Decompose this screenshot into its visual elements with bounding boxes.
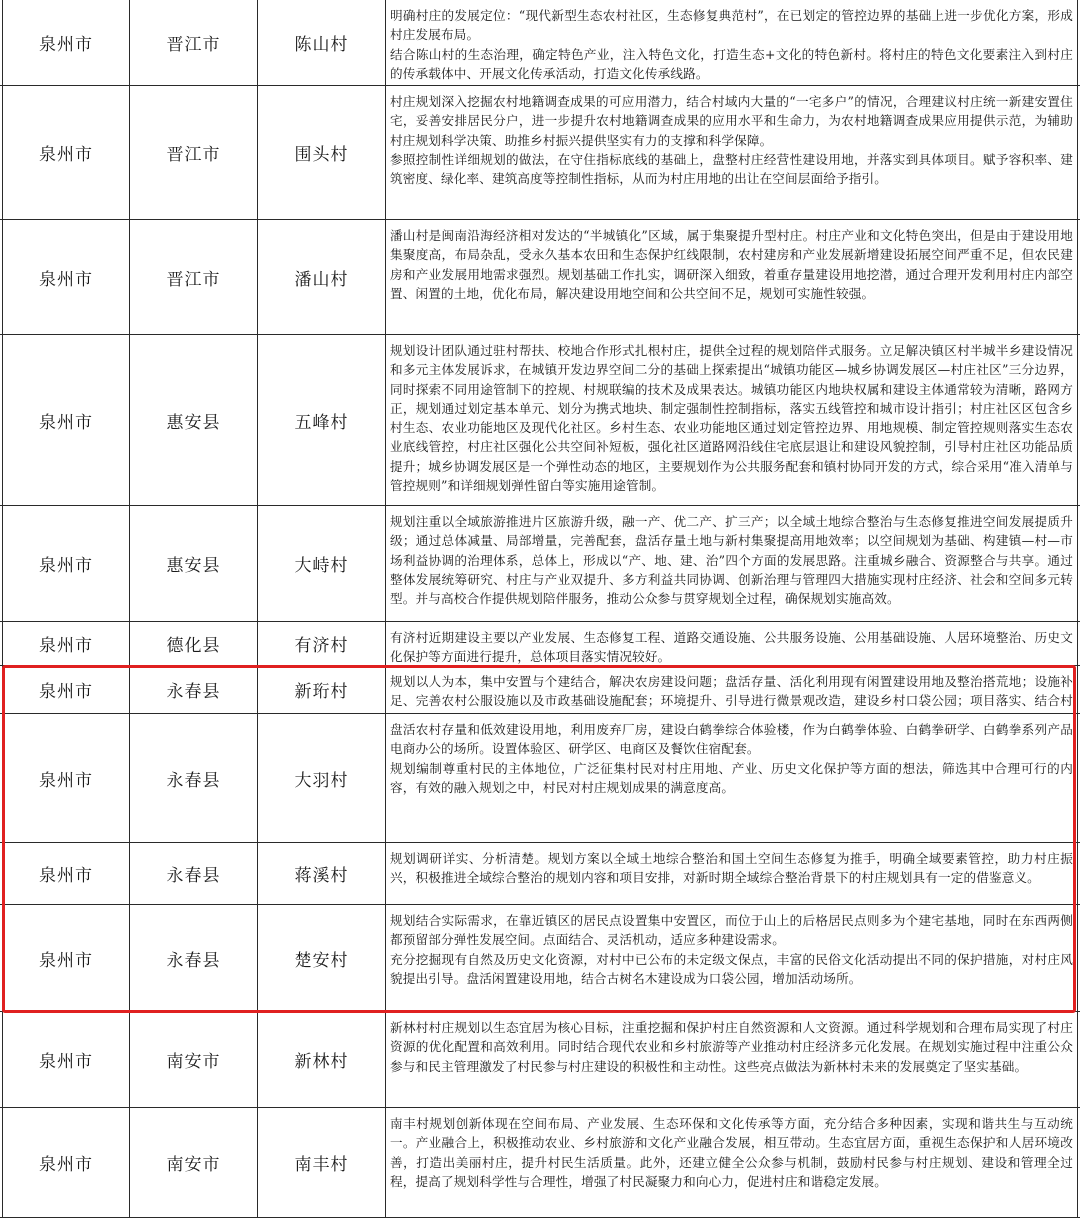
table-row [0, 1108, 1080, 1218]
village-cell: 大羽村 [257, 714, 385, 842]
county-cell: 惠安县 [129, 335, 257, 505]
description-cell [385, 220, 1078, 334]
village-cell: 蒋溪村 [257, 843, 385, 904]
description-cell [385, 714, 1078, 842]
table-row [0, 220, 1080, 335]
county-cell: 永春县 [129, 843, 257, 904]
description-paragraph: 结合陈山村的生态治理，确定特色产业，注入特色文化，打造生态+文化的特色新村。将村庄的特色文化要素注入到村庄的传承载体中、开展文化传承活动，打造文化传承线路。 [390, 46, 1073, 81]
description-paragraph: 有济村近期建设主要以产业发展、生态修复工程、道路交通设施、公共服务设施、公用基础设施、人居环境整治、历史文化保护等方面进行提升，总体项目落实情况较好。 [390, 630, 1073, 665]
county-cell: 惠安县 [129, 506, 257, 621]
village-cell: 新林村 [257, 1012, 385, 1107]
table-row [0, 86, 1080, 220]
description-paragraph: 规划结合实际需求，在靠近镇区的居民点设置集中安置区，而位于山上的后格居民点则多为个建宅基地，同时在东西两侧都预留部分弹性发展空间。点面结合、灵活机动，适应多种建设需求。 [390, 913, 1073, 948]
description-cell [385, 905, 1078, 1011]
description-cell [385, 0, 1078, 85]
county-cell: 永春县 [129, 714, 257, 842]
table-row [0, 506, 1080, 622]
table-row [0, 335, 1080, 506]
county-cell: 晋江市 [129, 86, 257, 219]
table-row [0, 0, 1080, 86]
city-cell: 泉州市 [2, 335, 129, 505]
table-row [0, 666, 1080, 714]
description-paragraph: 充分挖掘现有自然及历史文化资源，对村中已公布的未定级文保点，丰富的民俗文化活动提出不同的保护措施，对村庄风貌提出引导。盘活闲置建设用地，结合古树名木建设成为口袋公园，增加活动场所。 [390, 951, 1073, 986]
county-cell: 德化县 [129, 622, 257, 665]
city-cell: 泉州市 [2, 714, 129, 842]
description-cell [385, 1012, 1078, 1107]
description-paragraph: 规划编制尊重村民的主体地位，广泛征集村民对村庄用地、产业、历史文化保护等方面的想法，筛选其中合理可行的内容，有效的融入规划之中，村民对村庄规划成果的满意度高。 [390, 760, 1073, 795]
county-cell: 晋江市 [129, 220, 257, 334]
city-cell: 泉州市 [2, 1108, 129, 1217]
table-row [0, 622, 1080, 666]
description-paragraph: 规划注重以全域旅游推进片区旅游升级，融一产、优二产、扩三产；以全域土地综合整治与生态修复推进空间发展提质升级；通过总体减量、局部增量，完善配套，盘活存量土地与新村集聚提高用地效率；以空间规划为基础、构建镇—村—市场利益协调的治理体系，总体上，形成以“产、地、建、治”四个方面的发展思路。注重城乡融合、资源整合与共享。通过整体发展统筹研究、村庄与产业双提升、多方利益共同协调、创新治理与管理四大措施实现村庄经济、社会和空间多元转型。并与高校合作提供规划陪伴服务，推动公众参与贯穿规划全过程，确保规划实施高效。 [390, 514, 1073, 607]
description-cell [385, 1108, 1078, 1217]
description-paragraph: 规划调研详实、分析清楚。规划方案以全域土地综合整治和国土空间生态修复为推手，明确全域要素管控，助力村庄振兴，积极推进全域综合整治的规划内容和项目安排，对新时期全域综合整治背景下的村庄规划具有一定的借鉴意义。 [390, 851, 1073, 886]
description-paragraph: 规划设计团队通过驻村帮扶、校地合作形式扎根村庄，提供全过程的规划陪伴式服务。立足解决镇区村半城半乡建设情况和多元主体发展诉求，在城镇开发边界空间二分的基础上探索提出“城镇功能区—城乡协调发展区—村庄社区”三分边界，同时探索不同用途管制下的控规、村规联编的技术及成果表达。城镇功能区内地块权属和建设主体通常较为清晰，路网方正，规划通过划定基本单元、划分为携式地块、制定强制性控制指标，落实五线管控和城市设计指引；村庄社区区包含乡村生态、农业功能地区及现代化社区。乡村生态、农业功能地区通过划定管控边界、用地规模、制定管控规则落实生态农业底线管控，村庄社区强化公共空间补短板，强化社区道路网沿线住宅底层退让和建设风貌控制，引导村庄社区功能品质提升；城乡协调发展区是一个弹性动态的地区，主要规划作为公共服务配套和镇村协同开发的方式，综合采用“准入清单与管控规则”和详细规划弹性留白等实施用途管制。 [390, 343, 1073, 494]
city-cell: 泉州市 [2, 506, 129, 621]
description-cell [385, 622, 1078, 665]
description-cell [385, 335, 1078, 505]
county-cell: 南安市 [129, 1012, 257, 1107]
city-cell: 泉州市 [2, 666, 129, 713]
city-cell: 泉州市 [2, 905, 129, 1011]
city-cell: 泉州市 [2, 622, 129, 665]
village-cell: 新珩村 [257, 666, 385, 713]
table-row [0, 1012, 1080, 1108]
city-cell: 泉州市 [2, 86, 129, 219]
description-paragraph: 潘山村是闽南沿海经济相对发达的“半城镇化”区域，属于集聚提升型村庄。村庄产业和文化特色突出，但是由于建设用地集聚度高，布局杂乱，受永久基本农田和生态保护红线限制，农村建房和产业发展新增建设拓展空间严重不足，但农民建房和产业发展用地需求强烈。规划基础工作扎实，调研深入细致，着重存量建设用地挖潜，通过合理开发利用村庄内部空置、闲置的土地，优化布局，解决建设用地空间和公共空间不足，规划可实施性较强。 [390, 228, 1073, 301]
description-paragraph: 新林村村庄规划以生态宜居为核心目标，注重挖掘和保护村庄自然资源和人文资源。通过科学规划和合理布局实现了村庄资源的优化配置和高效利用。同时结合现代农业和乡村旅游等产业推动村庄经济多元化发展。在规划实施过程中注重公众参与和民主管理激发了村民参与村庄建设的积极性和主动性。这些亮点做法为新林村未来的发展奠定了坚实基础。 [390, 1020, 1073, 1074]
description-paragraph: 明确村庄的发展定位：“现代新型生态农村社区，生态修复典范村”，在已划定的管控边界的基础上进一步优化方案，形成村庄发展布局。 [390, 8, 1073, 43]
city-cell: 泉州市 [2, 1012, 129, 1107]
city-cell: 泉州市 [2, 843, 129, 904]
village-cell: 南丰村 [257, 1108, 385, 1217]
village-cell: 大峙村 [257, 506, 385, 621]
description-paragraph: 盘活农村存量和低效建设用地，利用废弃厂房，建设白鹤拳综合体验楼，作为白鹤拳体验、白鹤拳研学、白鹤拳系列产品电商办公的场所。设置体验区、研学区、电商区及餐饮住宿配套。 [390, 722, 1073, 757]
city-cell: 泉州市 [2, 220, 129, 334]
description-cell [385, 506, 1078, 621]
description-cell [385, 843, 1078, 904]
county-cell: 晋江市 [129, 0, 257, 85]
village-cell: 楚安村 [257, 905, 385, 1011]
table-row [0, 905, 1080, 1012]
village-cell: 五峰村 [257, 335, 385, 505]
county-cell: 永春县 [129, 905, 257, 1011]
description-paragraph: 规划以人为本，集中安置与个建结合，解决农房建设问题；盘活存量、活化利用现有闲置建设用地及整治搭荒地；设施补足、完善农村公服设施以及市政基础设施配套；环境提升、引导进行微景观改造，建设乡村口袋公园；项目落实、结合村 [390, 674, 1073, 709]
county-cell: 南安市 [129, 1108, 257, 1217]
village-cell: 有济村 [257, 622, 385, 665]
village-cell: 陈山村 [257, 0, 385, 85]
village-cell: 围头村 [257, 86, 385, 219]
description-paragraph: 村庄规划深入挖掘农村地籍调查成果的可应用潜力，结合村域内大量的“一宅多户”的情况，合理建议村庄统一新建安置住宅，妥善安排居民分户，进一步提升农村地籍调查成果的应用水平和生命力，为农村地籍调查成果应用提供示范，为辅助村庄规划科学决策、助推乡村振兴提供坚实有力的支撑和科学保障。 [390, 94, 1073, 148]
description-cell [385, 666, 1078, 713]
description-cell [385, 86, 1078, 219]
table-row [0, 843, 1080, 905]
village-cell: 潘山村 [257, 220, 385, 334]
description-paragraph: 南丰村规划创新体现在空间布局、产业发展、生态环保和文化传承等方面，充分结合多种因素，实现和谐共生与互动统一。产业融合上，积极推动农业、乡村旅游和文化产业融合发展，相互带动。生态宜居方面，重视生态保护和人居环境改善，打造出美丽村庄，提升村民生活质量。此外，还建立健全公众参与机制，鼓励村民参与村庄规划、建设和管理全过程，提高了规划科学性与合理性，增强了村民凝聚力和向心力，促进村庄和谐稳定发展。 [390, 1116, 1073, 1189]
county-cell: 永春县 [129, 666, 257, 713]
table-row [0, 714, 1080, 843]
description-paragraph: 参照控制性详细规划的做法，在守住指标底线的基础上，盘整村庄经营性建设用地，并落实到具体项目。赋予容积率、建筑密度、绿化率、建筑高度等控制性指标，从而为村庄用地的出让在空间层面给予指引。 [390, 151, 1073, 187]
city-cell: 泉州市 [2, 0, 129, 85]
